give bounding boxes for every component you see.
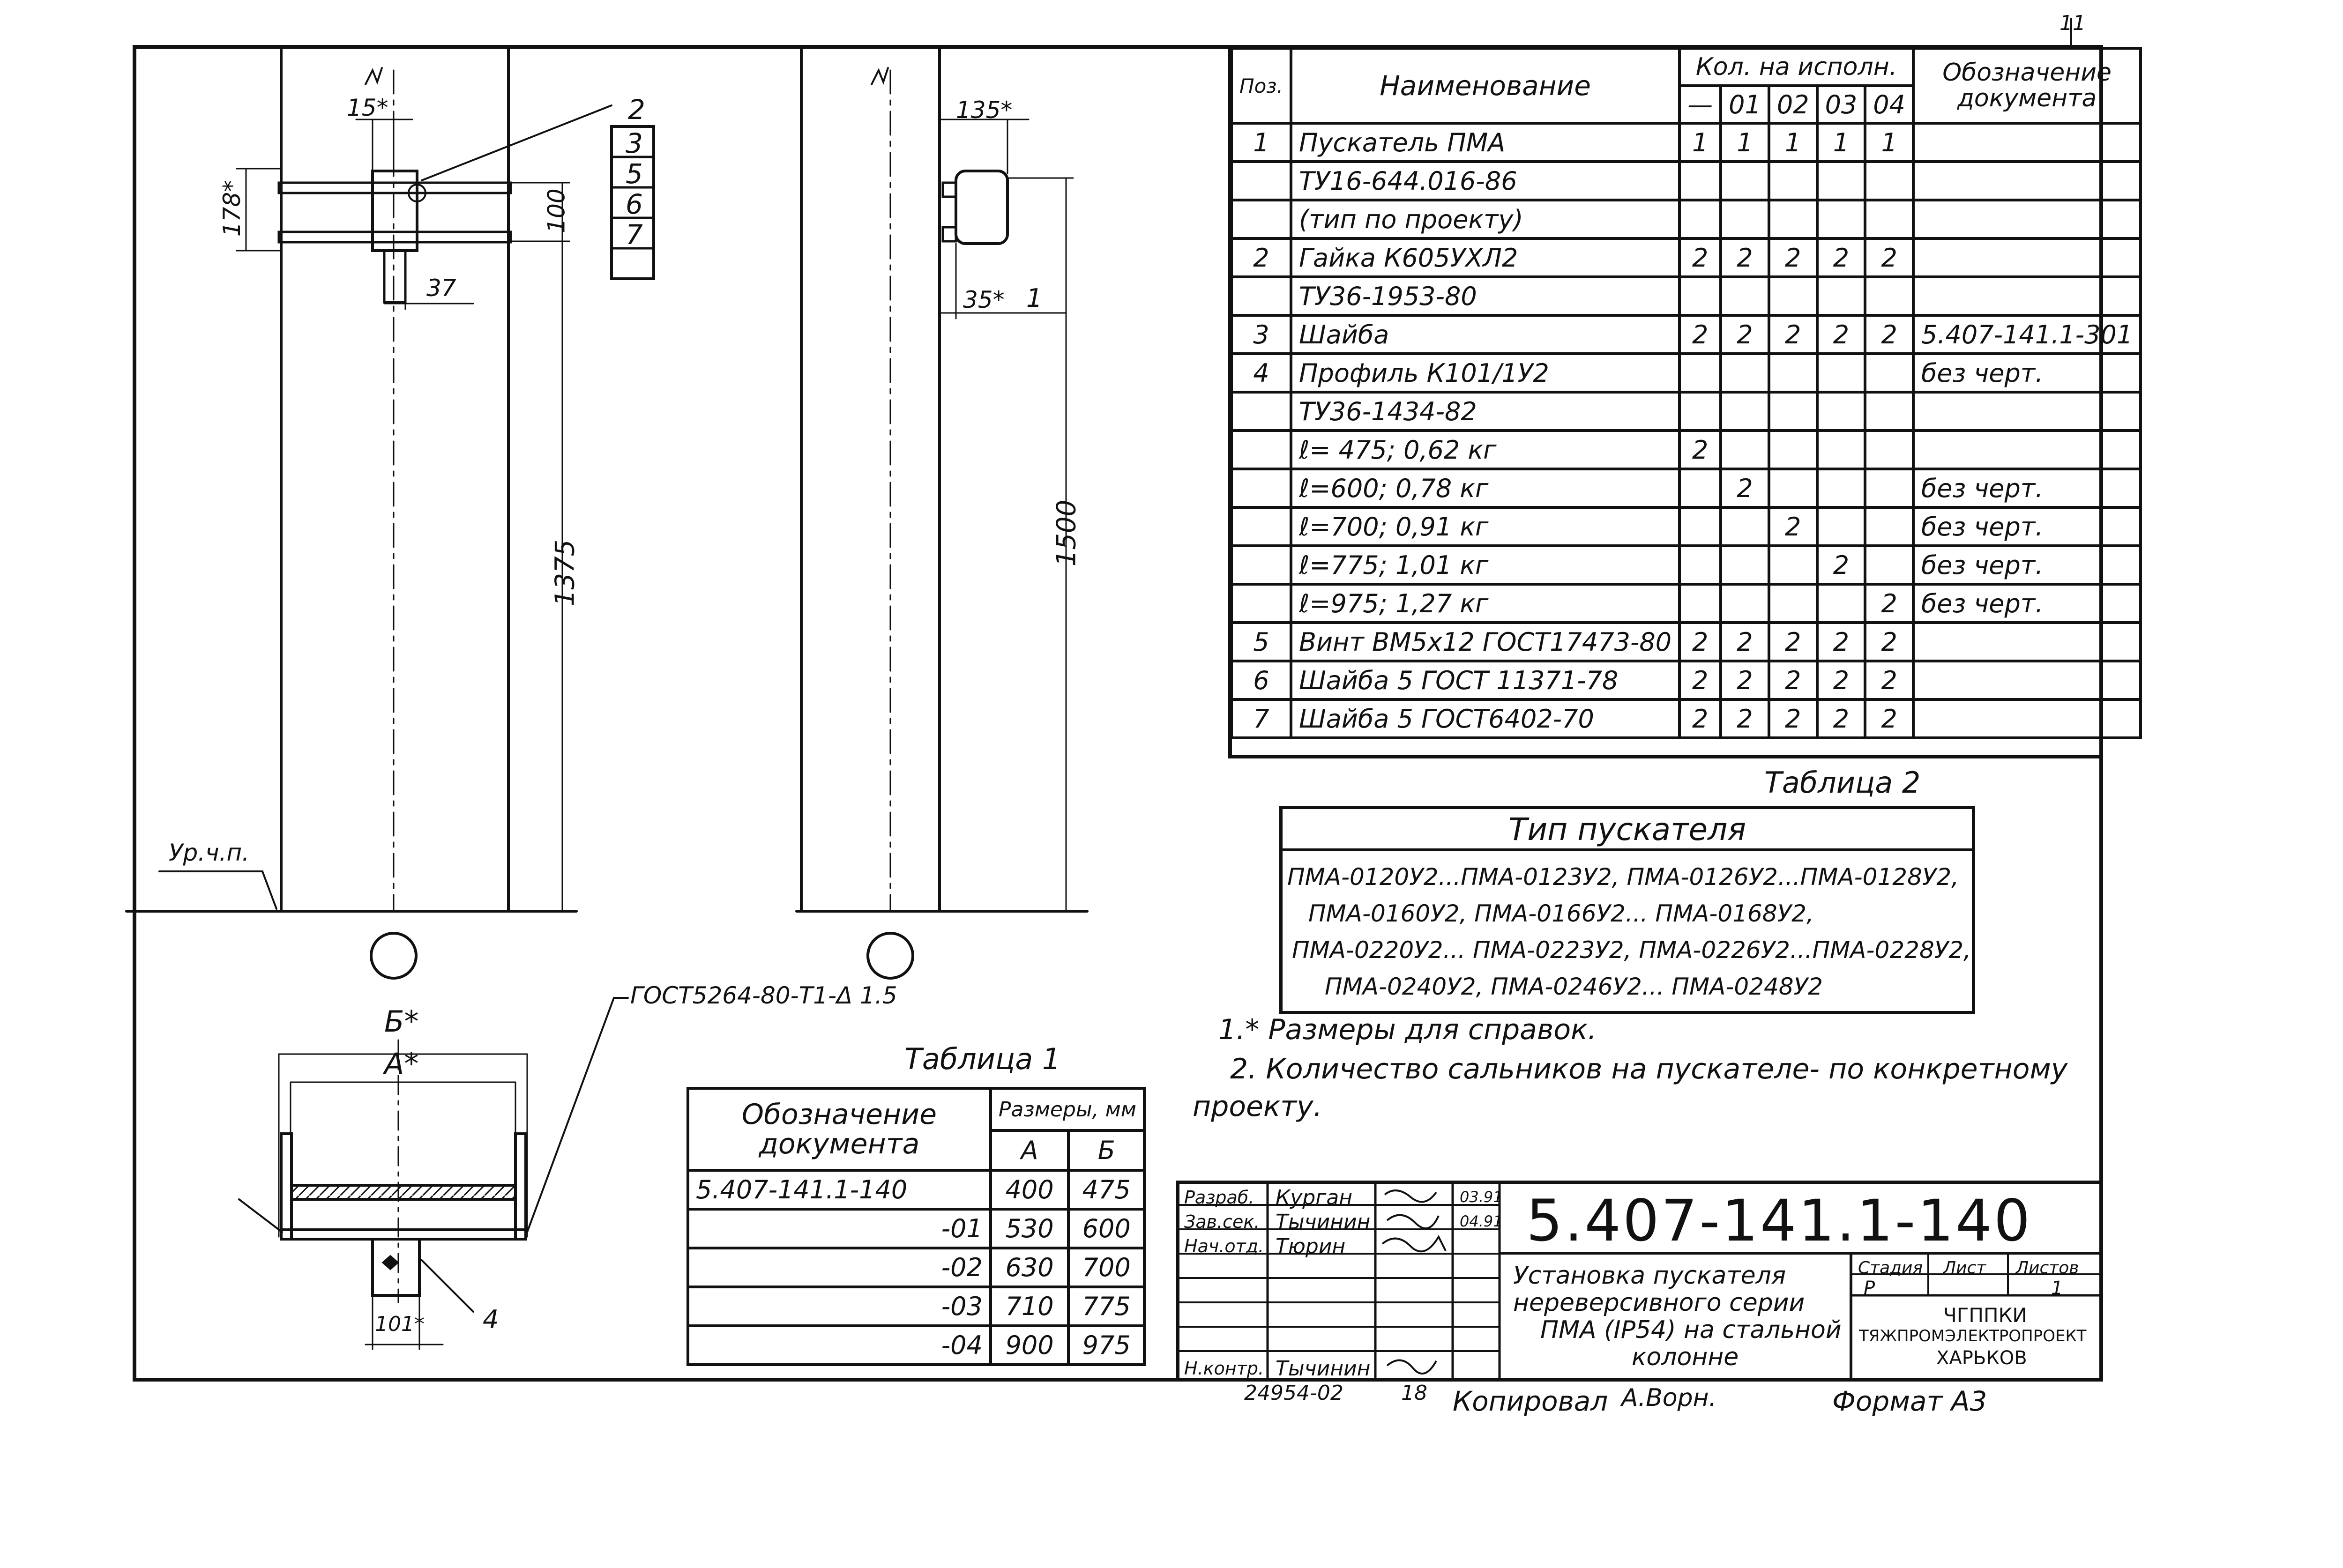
spec-qty-cell: 1 <box>1769 123 1817 162</box>
spec-qty-cell <box>1865 392 1913 431</box>
spec-qty-cell <box>1817 200 1865 238</box>
spec-name-cell: ℓ= 475; 0,62 кг <box>1291 431 1679 469</box>
callout-label: 2 <box>628 94 645 126</box>
spec-qty-cell <box>1769 277 1817 315</box>
spec-doc-cell: 5.407-141.1-301 <box>1913 315 2141 354</box>
spec-qty-cell <box>1817 277 1865 315</box>
variant-header: 01 <box>1721 86 1769 123</box>
title-line: Установка пускателя <box>1513 1262 1786 1290</box>
spec-pos-cell: 1 <box>1231 123 1291 162</box>
level-label: Ур.ч.п. <box>169 839 250 866</box>
role-name: Тычинин <box>1276 1357 1371 1381</box>
spec-qty-cell: 2 <box>1865 584 1913 623</box>
table1-row <box>688 1170 1144 1209</box>
title-line: нереверсивного серии <box>1513 1289 1805 1317</box>
role-label: Нач.отд. <box>1184 1236 1264 1256</box>
spec-qty-cell: 2 <box>1721 661 1769 699</box>
spec-qty-cell: 1 <box>1865 123 1913 162</box>
spec-qty-cell <box>1679 507 1721 546</box>
variant-header: 02 <box>1769 86 1817 123</box>
spec-qty-cell: 2 <box>1865 315 1913 354</box>
dimension-label: А* <box>384 1047 419 1081</box>
spec-row <box>1231 699 2141 738</box>
role-label: Зав.сек. <box>1184 1211 1260 1232</box>
spec-qty-cell: 2 <box>1721 623 1769 661</box>
spec-name-cell: ℓ=600; 0,78 кг <box>1291 469 1679 507</box>
spec-qty-cell <box>1721 507 1769 546</box>
spec-qty-cell: 2 <box>1679 431 1721 469</box>
title-line: ПМА (IP54) на стальной <box>1540 1316 1842 1344</box>
spec-qty-cell: 1 <box>1721 123 1769 162</box>
spec-doc-cell <box>1913 699 2141 738</box>
spec-row <box>1231 123 2141 162</box>
callout-label: 3 <box>626 127 643 159</box>
callout-label: 7 <box>626 219 643 251</box>
spec-qty-cell: 2 <box>1679 623 1721 661</box>
spec-doc-cell <box>1913 162 2141 200</box>
spec-doc-cell <box>1913 392 2141 431</box>
spec-pos-cell: 5 <box>1231 623 1291 661</box>
variant-header: 03 <box>1817 86 1865 123</box>
weld-note: ГОСТ5264-80-Т1-Δ 1.5 <box>630 982 897 1009</box>
spec-name-cell: ТУ36-1434-82 <box>1291 392 1679 431</box>
spec-qty-cell: 2 <box>1769 661 1817 699</box>
spec-pos-cell <box>1231 584 1291 623</box>
spec-row <box>1231 277 2141 315</box>
table1-a-cell: 530 <box>991 1209 1069 1248</box>
spec-qty-cell <box>1679 392 1721 431</box>
spec-qty-cell: 2 <box>1721 699 1769 738</box>
role-name: Тюрин <box>1276 1234 1346 1258</box>
starter-type-line: ПМА-0240У2, ПМА-0246У2... ПМА-0248У2 <box>1325 973 1823 1000</box>
spec-pos-cell <box>1231 507 1291 546</box>
spec-pos-cell <box>1231 431 1291 469</box>
table1-b-cell: 775 <box>1068 1287 1144 1326</box>
spec-pos-cell <box>1231 200 1291 238</box>
spec-qty-cell <box>1721 546 1769 584</box>
sheet-label: Лист <box>1943 1258 1986 1278</box>
spec-qty-cell: 2 <box>1865 661 1913 699</box>
spec-doc-cell: без черт. <box>1913 584 2141 623</box>
spec-name-cell: (тип по проекту) <box>1291 200 1679 238</box>
dimension-label: 135* <box>956 97 1013 124</box>
stage-label: Стадия <box>1858 1258 1923 1278</box>
spec-doc-cell <box>1913 123 2141 162</box>
spec-qty-cell <box>1769 469 1817 507</box>
spec-pos-cell <box>1231 277 1291 315</box>
table1-row <box>688 1287 1144 1326</box>
table1-head-a: А <box>991 1130 1069 1170</box>
table1-a-cell: 900 <box>991 1326 1069 1365</box>
spec-row <box>1231 238 2141 277</box>
table1-b-cell: 600 <box>1068 1209 1144 1248</box>
dimension-label: 178* <box>218 180 246 237</box>
column-side-view <box>797 47 1087 978</box>
spec-doc-cell <box>1913 277 2141 315</box>
spec-name-cell: ℓ=775; 1,01 кг <box>1291 546 1679 584</box>
role-label: Н.контр. <box>1184 1358 1264 1379</box>
spec-name-cell: Гайка К605УХЛ2 <box>1291 238 1679 277</box>
spec-qty-cell: 2 <box>1679 699 1721 738</box>
spec-qty-cell <box>1721 431 1769 469</box>
spec-qty-cell: 2 <box>1679 661 1721 699</box>
role-label: Разраб. <box>1184 1187 1254 1208</box>
spec-qty-cell <box>1679 277 1721 315</box>
copier-signature: А.Ворн. <box>1621 1384 1717 1412</box>
starter-type-line: ПМА-0220У2... ПМА-0223У2, ПМА-0226У2...ПМА-0228У2, <box>1292 936 1971 964</box>
spec-qty-cell: 2 <box>1817 546 1865 584</box>
corner-mark: 11 <box>2059 11 2086 35</box>
spec-qty-cell <box>1865 507 1913 546</box>
spec-qty-cell <box>1817 431 1865 469</box>
sheets-value: 1 <box>2051 1278 2063 1299</box>
table1-caption: Таблица 1 <box>904 1042 1061 1076</box>
dimension-label: 100 <box>543 188 570 233</box>
spec-qty-cell: 2 <box>1769 507 1817 546</box>
spec-qty-cell: 2 <box>1769 699 1817 738</box>
spec-qty-cell <box>1721 392 1769 431</box>
spec-name-cell: Шайба 5 ГОСТ6402-70 <box>1291 699 1679 738</box>
dimension-label: 101* <box>375 1312 425 1336</box>
spec-qty-cell <box>1865 354 1913 392</box>
spec-qty-cell <box>1817 354 1865 392</box>
table1-doc-cell: 5.407-141.1-140 <box>688 1170 991 1209</box>
spec-qty-cell <box>1769 200 1817 238</box>
stage-value: Р <box>1864 1278 1875 1299</box>
spec-qty-cell <box>1721 584 1769 623</box>
organization-line: ХАРЬКОВ <box>1936 1347 2027 1369</box>
table1-doc-cell: -03 <box>688 1287 991 1326</box>
spec-doc-cell: без черт. <box>1913 354 2141 392</box>
spec-qty-cell <box>1769 431 1817 469</box>
spec-qty-cell <box>1721 277 1769 315</box>
spec-pos-cell <box>1231 546 1291 584</box>
spec-qty-cell <box>1865 200 1913 238</box>
table1-b-cell: 700 <box>1068 1248 1144 1287</box>
specification-table <box>1230 47 2142 739</box>
spec-doc-cell <box>1913 623 2141 661</box>
spec-row <box>1231 661 2141 699</box>
spec-name-cell: Винт ВМ5х12 ГОСТ17473-80 <box>1291 623 1679 661</box>
title-block <box>1176 1181 2101 1380</box>
table1-head-doc: Обозначение документа <box>688 1088 991 1170</box>
title-line: колонне <box>1632 1343 1739 1371</box>
callout-label: 1 <box>1026 283 1043 313</box>
spec-doc-cell <box>1913 431 2141 469</box>
spec-pos-cell <box>1231 392 1291 431</box>
header-pos: Поз. <box>1231 48 1291 123</box>
dimension-label: 15* <box>347 94 388 121</box>
spec-pos-cell: 2 <box>1231 238 1291 277</box>
spec-row <box>1231 584 2141 623</box>
spec-qty-cell <box>1721 200 1769 238</box>
specification-rows <box>1231 123 2141 738</box>
spec-qty-cell: 2 <box>1817 699 1865 738</box>
column-front-view <box>127 47 654 978</box>
spec-qty-cell: 2 <box>1679 238 1721 277</box>
table1-b-cell: 475 <box>1068 1170 1144 1209</box>
spec-row <box>1231 469 2141 507</box>
starter-type-header: Тип пускателя <box>1283 809 1972 851</box>
spec-qty-cell <box>1721 162 1769 200</box>
spec-name-cell: ТУ16-644.016-86 <box>1291 162 1679 200</box>
dimension-label: 1375 <box>550 539 581 607</box>
spec-row <box>1231 354 2141 392</box>
spec-qty-cell <box>1679 584 1721 623</box>
spec-doc-cell <box>1913 661 2141 699</box>
dimension-label: 35* <box>963 286 1005 313</box>
table1-row <box>688 1326 1144 1365</box>
table1-rows <box>688 1170 1144 1365</box>
spec-qty-cell <box>1865 162 1913 200</box>
spec-name-cell: ТУ36-1953-80 <box>1291 277 1679 315</box>
organization-line: ЧГППКИ <box>1943 1304 2027 1327</box>
header-doc: Обозначение документа <box>1913 48 2141 123</box>
spec-pos-cell: 6 <box>1231 661 1291 699</box>
archive-sheet-number: 18 <box>1401 1381 1427 1405</box>
spec-qty-cell <box>1817 469 1865 507</box>
spec-qty-cell <box>1817 162 1865 200</box>
sizes-table <box>686 1087 1146 1366</box>
role-date: 03.91 <box>1460 1188 1503 1206</box>
spec-name-cell: Профиль К101/1У2 <box>1291 354 1679 392</box>
spec-row <box>1231 546 2141 584</box>
spec-doc-cell: без черт. <box>1913 546 2141 584</box>
table1-doc-cell: -02 <box>688 1248 991 1287</box>
spec-name-cell: Шайба 5 ГОСТ 11371-78 <box>1291 661 1679 699</box>
spec-qty-cell: 2 <box>1721 469 1769 507</box>
spec-qty-cell <box>1769 392 1817 431</box>
dimension-label: 37 <box>426 275 456 302</box>
spec-qty-cell: 2 <box>1721 315 1769 354</box>
table1-doc-cell: -04 <box>688 1326 991 1365</box>
callout-label: 6 <box>626 188 643 220</box>
spec-qty-cell: 2 <box>1721 238 1769 277</box>
callout-label: 5 <box>626 158 643 190</box>
spec-qty-cell <box>1817 584 1865 623</box>
spec-row <box>1231 315 2141 354</box>
spec-name-cell: Пускатель ПМА <box>1291 123 1679 162</box>
spec-qty-cell: 2 <box>1679 315 1721 354</box>
table1-a-cell: 400 <box>991 1170 1069 1209</box>
spec-qty-cell: 2 <box>1865 699 1913 738</box>
spec-qty-cell <box>1679 354 1721 392</box>
table1-doc-cell: -01 <box>688 1209 991 1248</box>
spec-doc-cell <box>1913 238 2141 277</box>
spec-pos-cell: 4 <box>1231 354 1291 392</box>
spec-qty-cell <box>1817 507 1865 546</box>
spec-row <box>1231 162 2141 200</box>
copied-label: Копировал <box>1453 1385 1608 1417</box>
role-name: Курган <box>1276 1186 1353 1210</box>
spec-qty-cell <box>1679 469 1721 507</box>
spec-qty-cell: 1 <box>1817 123 1865 162</box>
spec-qty-cell <box>1679 162 1721 200</box>
archive-number: 24954-02 <box>1244 1381 1343 1405</box>
variant-header: 04 <box>1865 86 1913 123</box>
note-line: 2. Количество сальников на пускателе- по конкретному <box>1230 1053 2068 1085</box>
spec-qty-cell: 2 <box>1769 315 1817 354</box>
spec-qty-cell <box>1865 469 1913 507</box>
spec-qty-cell <box>1769 162 1817 200</box>
spec-pos-cell <box>1231 162 1291 200</box>
spec-qty-cell <box>1865 431 1913 469</box>
note-line: 1.* Размеры для справок. <box>1218 1013 1597 1046</box>
spec-pos-cell: 3 <box>1231 315 1291 354</box>
callout-label: 4 <box>483 1305 499 1334</box>
spec-doc-cell: без черт. <box>1913 469 2141 507</box>
spec-name-cell: ℓ=700; 0,91 кг <box>1291 507 1679 546</box>
spec-row <box>1231 507 2141 546</box>
format-label: Формат А3 <box>1832 1385 1987 1417</box>
role-name: Тычинин <box>1276 1210 1371 1234</box>
table1-a-cell: 710 <box>991 1287 1069 1326</box>
table1-head-sizes: Размеры, мм <box>991 1088 1144 1130</box>
spec-row <box>1231 431 2141 469</box>
table1-a-cell: 630 <box>991 1248 1069 1287</box>
spec-qty-cell <box>1679 546 1721 584</box>
spec-qty-cell: 2 <box>1865 238 1913 277</box>
spec-qty-cell: 1 <box>1679 123 1721 162</box>
spec-doc-cell <box>1913 200 2141 238</box>
spec-pos-cell <box>1231 469 1291 507</box>
spec-row <box>1231 200 2141 238</box>
spec-qty-cell <box>1865 277 1913 315</box>
table1-b-cell: 975 <box>1068 1326 1144 1365</box>
starter-type-table <box>1279 806 1975 1014</box>
sheets-label: Листов <box>2016 1258 2079 1278</box>
header-name: Наименование <box>1291 48 1679 123</box>
spec-qty-cell: 2 <box>1769 238 1817 277</box>
spec-name-cell: Шайба <box>1291 315 1679 354</box>
table1-row <box>688 1248 1144 1287</box>
header-qty: Кол. на исполн. <box>1679 48 1913 86</box>
document-code: 5.407-141.1-140 <box>1526 1188 2032 1254</box>
table1-row <box>688 1209 1144 1248</box>
spec-pos-cell: 7 <box>1231 699 1291 738</box>
spec-qty-cell: 2 <box>1769 623 1817 661</box>
spec-qty-cell <box>1679 200 1721 238</box>
role-date: 04.91 <box>1460 1212 1503 1230</box>
spec-qty-cell: 2 <box>1817 661 1865 699</box>
spec-qty-cell <box>1721 354 1769 392</box>
spec-name-cell: ℓ=975; 1,27 кг <box>1291 584 1679 623</box>
starter-type-line: ПМА-0160У2, ПМА-0166У2... ПМА-0168У2, <box>1308 900 1814 927</box>
spec-row <box>1231 392 2141 431</box>
spec-qty-cell: 2 <box>1817 238 1865 277</box>
spec-qty-cell: 2 <box>1865 623 1913 661</box>
spec-row <box>1231 623 2141 661</box>
section-view <box>239 998 628 1349</box>
note-line: проекту. <box>1193 1090 1322 1123</box>
spec-qty-cell <box>1769 546 1817 584</box>
starter-type-line: ПМА-0120У2...ПМА-0123У2, ПМА-0126У2...ПМА-0128У2, <box>1287 863 1959 891</box>
spec-qty-cell: 2 <box>1817 623 1865 661</box>
spec-doc-cell: без черт. <box>1913 507 2141 546</box>
dimension-label: Б* <box>384 1004 419 1039</box>
variant-header: — <box>1679 86 1721 123</box>
dimension-label: 1500 <box>1051 499 1082 567</box>
table1-head-b: Б <box>1068 1130 1144 1170</box>
table2-caption: Таблица 2 <box>1764 765 1921 800</box>
spec-qty-cell <box>1817 392 1865 431</box>
spec-qty-cell: 2 <box>1817 315 1865 354</box>
spec-qty-cell <box>1865 546 1913 584</box>
spec-qty-cell <box>1769 354 1817 392</box>
organization-line: ТЯЖПРОМЭЛЕКТРОПРОЕКТ <box>1859 1327 2087 1345</box>
spec-qty-cell <box>1769 584 1817 623</box>
